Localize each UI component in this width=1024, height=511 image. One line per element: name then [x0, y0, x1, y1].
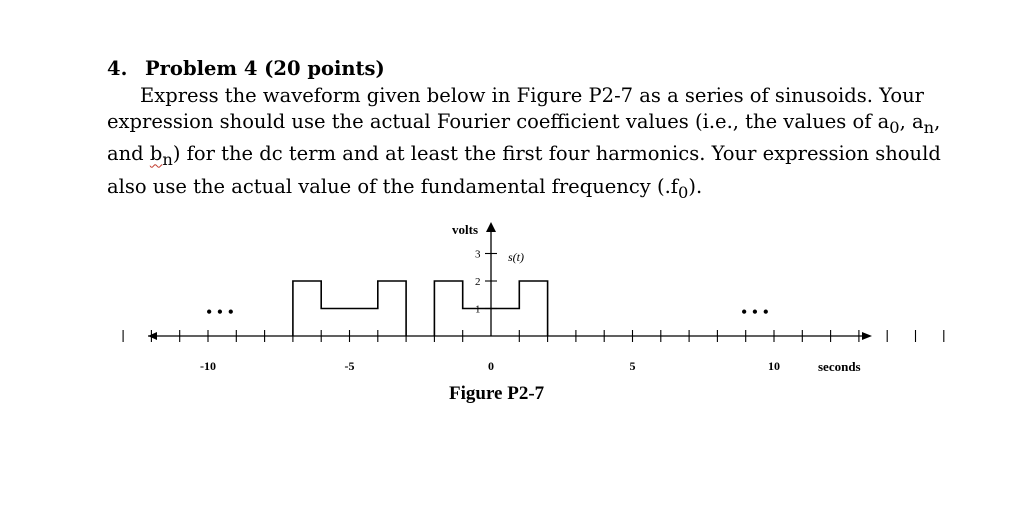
right-ellipsis: • • •	[741, 302, 769, 322]
text-run: ).	[688, 174, 703, 198]
x-axis-unit-label: seconds	[818, 359, 861, 374]
x-axis-right-arrow	[862, 332, 872, 340]
subscript: n	[923, 117, 935, 137]
text-run: b	[149, 142, 163, 166]
x-tick-labels	[200, 359, 780, 373]
text-run: expression should use the actual Fourier coefficient values (i.e., the values of a	[107, 110, 890, 133]
subscript: 0	[889, 117, 900, 137]
text-run: , a	[899, 110, 924, 133]
y-tick-label: 2	[475, 276, 481, 288]
waveform-period	[293, 281, 406, 336]
y-axis-label: volts	[452, 222, 478, 237]
problem-title: Problem 4 (20 points)	[145, 57, 385, 80]
x-tick-label: 0	[488, 359, 494, 373]
x-axis-left-arrow	[148, 332, 157, 340]
text-run: and	[107, 142, 150, 166]
waveform	[293, 281, 548, 336]
problem-number: 4.	[107, 57, 128, 80]
figure-caption: Figure P2-7	[449, 383, 545, 404]
left-ellipsis: • • •	[206, 302, 234, 322]
x-tick-label: -10	[200, 359, 216, 373]
text-run: ) for the dc term and at least the first four harmonics. Your expression should	[172, 142, 941, 166]
y-axis-arrow	[486, 222, 496, 232]
x-tick-label: 5	[629, 359, 636, 373]
y-tick-label: 3	[475, 248, 481, 261]
text-run: ,	[934, 110, 941, 133]
x-tick-label: 10	[768, 359, 780, 373]
subscript: 0	[678, 182, 689, 202]
subscript: n	[162, 150, 173, 170]
y-ticks	[475, 249, 497, 316]
text-run: also use the actual value of the fundamental frequency (.f	[107, 174, 679, 198]
x-tick-label: -5	[344, 359, 355, 373]
y-tick-label: 1	[475, 303, 481, 316]
problem-text-line-1: Express the waveform given below in Figure P2-7 as a series of sinusoids. Your	[140, 83, 924, 107]
signal-label: s(t)	[508, 250, 524, 264]
